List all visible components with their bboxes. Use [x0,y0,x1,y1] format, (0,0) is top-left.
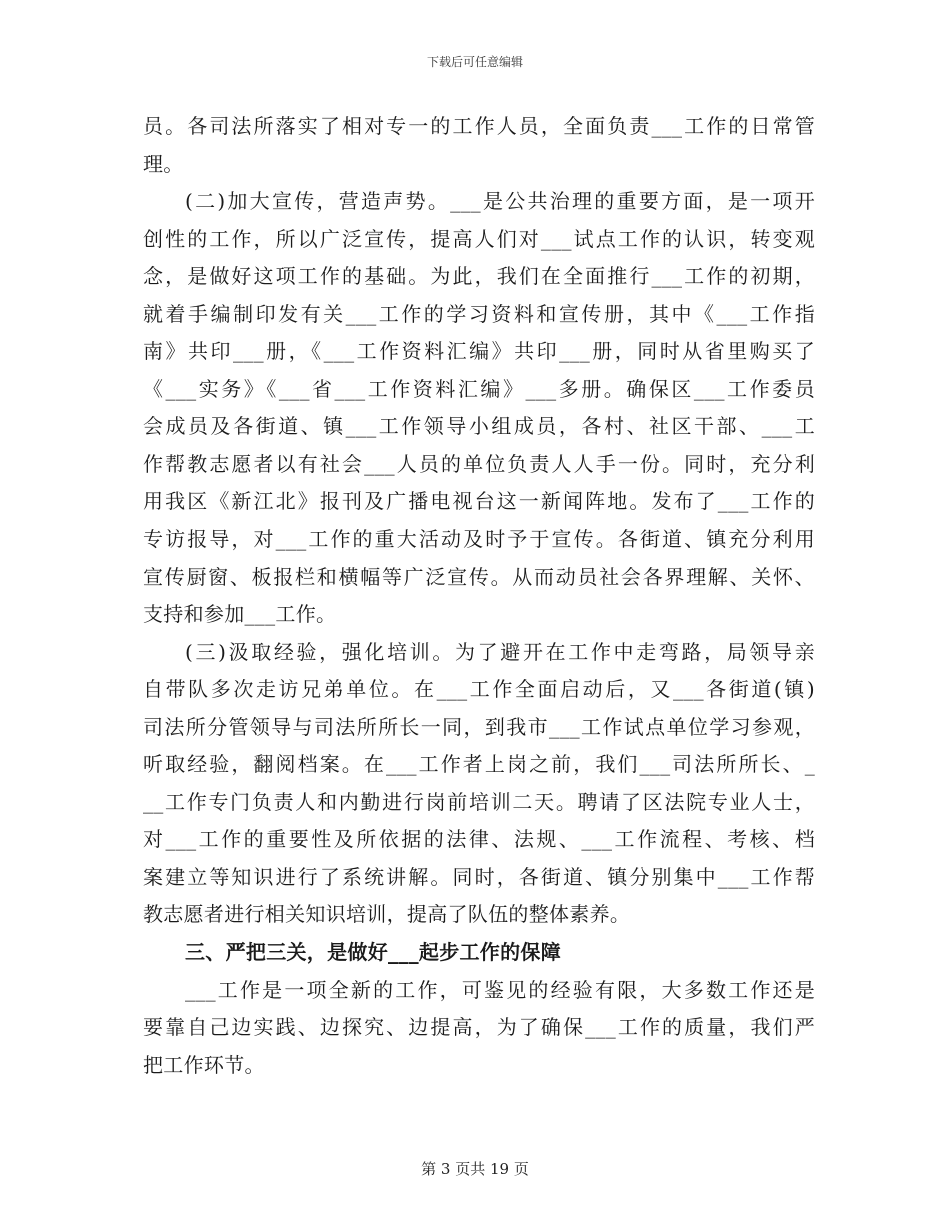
text-line: 念，是做好这项工作的基础。为此，我们在全面推行___工作的初期， [143,264,815,289]
text-line: 就着手编制印发有关___工作的学习资料和宣传册，其中《___工作指 [143,301,815,326]
text-line: 教志愿者进行相关知识培训，提高了队伍的整体素养。 [143,902,631,927]
text-line: 作帮教志愿者以有社会___人员的单位负责人人手一份。同时，充分利 [143,451,815,476]
text-line: 会成员及各街道、镇___工作领导小组成员，各村、社区干部、___工 [143,414,815,439]
text-line: 理。 [143,151,184,176]
text-line: 自带队多次走访兄弟单位。在___工作全面启动后，又___各街道(镇) [143,677,815,702]
text-line: 把工作环节。 [143,1052,265,1077]
text-line: 专访报导，对___工作的重大活动及时予于宣传。各街道、镇充分利用 [143,527,815,552]
text-line: 听取经验，翻阅档案。在___工作者上岗之前，我们___司法所所长、_ [143,752,815,777]
text-line: 宣传厨窗、板报栏和横幅等广泛宣传。从而动员社会各界理解、关怀、 [143,564,815,589]
text-line: 要靠自己边实践、边探究、边提高，为了确保___工作的质量，我们严 [143,1015,815,1040]
page-footer: 第 3 页共 19 页 [421,1160,529,1178]
text-line: 员。各司法所落实了相对专一的工作人员，全面负责___工作的日常管 [143,114,815,138]
text-line: 用我区《新江北》报刊及广播电视台这一新闻阵地。发布了___工作的 [143,489,815,514]
text-line: 支持和参加___工作。 [143,602,337,627]
text-line: (二)加大宣传，营造声势。___是公共治理的重要方面，是一项开 [185,189,815,214]
document-body [143,108,815,1084]
text-line: (三)汲取经验，强化培训。为了避开在工作中走弯路，局领导亲 [185,639,815,664]
section-heading: 三、严把三关，是做好___起步工作的保障 [185,940,561,965]
text-line: 案建立等知识进行了系统讲解。同时，各街道、镇分别集中___工作帮 [143,864,815,889]
page-header: 下载后可任意编辑 [426,55,523,69]
text-line: ___工作是一项全新的工作，可鉴见的经验有限，大多数工作还是 [185,977,815,1002]
text-line: 南》共印___册，《___工作资料汇编》共印___册，同时从省里购买了 [143,339,815,364]
text-line: 司法所分管领导与司法所所长一同，到我市___工作试点单位学习参观， [143,714,815,739]
text-line: 创性的工作，所以广泛宣传，提高人们对___试点工作的认识，转变观 [143,226,815,251]
text-line: 《___实务》《___省___工作资料汇编》___多册。确保区___工作委员 [143,376,815,401]
text-line: __工作专门负责人和内勤进行岗前培训二天。聘请了区法院专业人士， [143,789,815,814]
text-line: 对___工作的重要性及所依据的法律、法规、___工作流程、考核、档 [143,827,815,852]
